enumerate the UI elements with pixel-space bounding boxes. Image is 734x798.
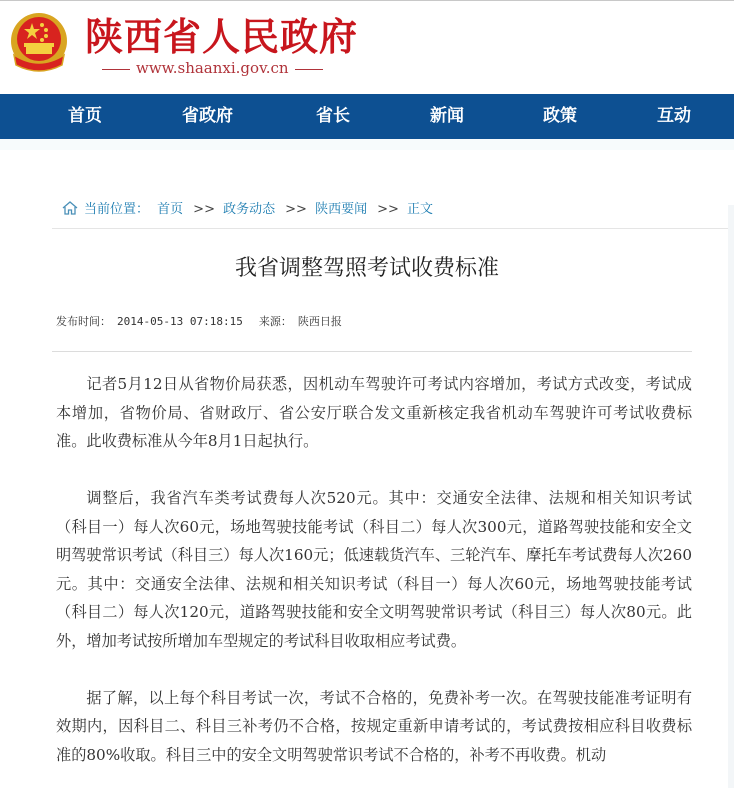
breadcrumb-gov-affairs[interactable]: 政务动态 — [223, 202, 276, 217]
breadcrumb-home[interactable]: 首页 — [157, 202, 184, 217]
breadcrumb-separator: >> — [193, 202, 215, 217]
nav-item-interaction[interactable]: 互动 — [657, 106, 691, 126]
article-body — [56, 370, 692, 798]
nav-item-home[interactable]: 首页 — [68, 106, 102, 126]
url-dash-right — [295, 69, 323, 70]
breadcrumb-separator: >> — [377, 202, 399, 217]
site-title[interactable]: 陕西省人民政府 — [85, 14, 359, 59]
article-title: 我省调整驾照考试收费标准 — [234, 256, 499, 281]
site-url-text: www.shaanxi.gov.cn — [136, 59, 289, 77]
publish-time-value: 2014-05-13 07:18:15 — [117, 315, 243, 328]
main-nav — [0, 94, 734, 139]
nav-item-news[interactable]: 新闻 — [430, 106, 464, 126]
source-label: 来源： — [258, 315, 292, 328]
breadcrumb-shaanxi-news[interactable]: 陕西要闻 — [315, 202, 368, 217]
breadcrumb — [62, 198, 437, 222]
article-meta — [56, 313, 342, 329]
url-dash-left — [102, 69, 130, 70]
site-url[interactable] — [96, 59, 329, 77]
article-paragraph: 据了解，以上每个科目考试一次，考试不合格的，免费补考一次。在驾驶技能准考证明有效期内，因科目二、科目三补考仍不合格，按规定重新申请考试的，考试费按相应科目收费标准的80%收取。科目三中的安全文明驾驶常识考试不合格的，补考不再收费。机动 — [56, 688, 692, 764]
breadcrumb-divider — [52, 228, 728, 229]
source-value: 陕西日报 — [297, 315, 342, 328]
sidebar-edge — [728, 205, 734, 788]
home-icon[interactable] — [62, 200, 78, 216]
article-paragraph: 记者5月12日从省物价局获悉，因机动车驾驶许可考试内容增加，考试方式改变，考试成本增加，省物价局、省财政厅、省公安厅联合发文重新核定我省机动车驾驶许可考试收费标准。此收费标准从今年8月1日起执行。 — [56, 375, 692, 450]
national-emblem-icon[interactable] — [8, 11, 70, 75]
nav-item-governor[interactable]: 省长 — [316, 106, 350, 126]
site-header — [0, 1, 734, 94]
breadcrumb-current[interactable]: 正文 — [407, 202, 434, 217]
nav-item-government[interactable]: 省政府 — [182, 106, 233, 126]
breadcrumb-separator: >> — [285, 202, 307, 217]
breadcrumb-prefix: 当前位置： — [84, 202, 150, 217]
nav-item-policy[interactable]: 政策 — [543, 106, 577, 126]
article-paragraph: 调整后，我省汽车类考试费每人次520元。其中：交通安全法律、法规和相关知识考试（科目一）每人次60元，场地驾驶技能考试（科目二）每人次300元，道路驾驶技能和安全文明驾驶常识考试（科目三）每人次160元；低速载货汽车、三轮汽车、摩托车考试费每人次260元。其中：交通安全法律、法规和相关知识考试（科目一）每人次60元，场地驾驶技能考试（科目二）每人次120元，道路驾驶技能和安全文明驾驶常识考试（科目三）每人次80元。此外，增加考试按所增加车型规定的考试科目收取相应考试费。 — [56, 489, 692, 650]
publish-time-label: 发布时间： — [56, 315, 111, 328]
meta-divider — [52, 351, 692, 352]
